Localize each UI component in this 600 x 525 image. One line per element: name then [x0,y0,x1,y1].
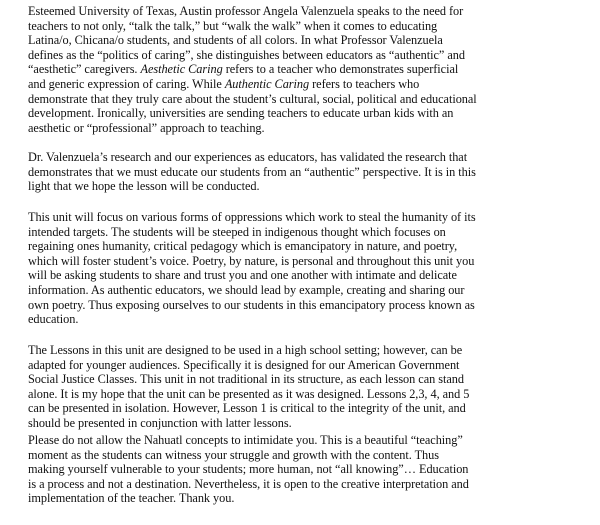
text-line [28,179,590,194]
text-segment: refers to teachers who [309,76,420,91]
text-segment: “aesthetic” caregivers. [28,62,141,77]
text-segment: light that we hope the lesson will be conducted. [28,179,260,194]
paragraph-authentic-perspective [28,150,590,194]
text-line [28,358,590,373]
text-line [28,19,590,34]
text-segment: education. [28,312,79,327]
italic-term: Aesthetic Caring [140,62,223,77]
text-segment: Dr. Valenzuela’s research and our experiences as educators, has validated the research that [28,150,468,164]
text-segment: development. Ironically, universities are sending teachers to educate urban kids with an [28,106,454,121]
text-line [28,401,590,416]
text-segment: aesthetic or “professional” approach to teaching. [28,120,265,135]
text-segment: alone. It is my hope that the unit can be presented as it was designed. Lessons 2,3, 4, and 5 [28,386,470,401]
text-line [28,48,590,63]
text-line [28,387,590,402]
text-segment: should be presented in conjunction with latter lessons. [28,415,292,430]
text-line [28,239,590,254]
paragraph-unit-focus [28,210,590,327]
text-segment: will be asking students to share and trust you and one another with intimate and delicate [28,268,457,283]
text-segment: This unit will focus on various forms of oppressions which work to steal the humanity of its [28,210,476,224]
text-segment: adapted for younger audiences. Specifically it is designed for our American Government [28,357,460,372]
text-segment: The Lessons in this unit are designed to be used in a high school setting; however, can be [28,343,463,357]
text-segment: Please do not allow the Nahuatl concepts to intimidate you. This is a beautiful “teaching” [28,433,463,447]
text-segment: which will foster student’s voice. Poetry, by nature, is personal and throughout this unit you [28,253,475,268]
text-segment: Latina/o, Chicana/o students, and students of all colors. In what Professor Valenzuela [28,33,443,48]
text-line [28,372,590,387]
text-segment: moment as the students can witness your struggle and growth with the content. Thus [28,447,439,462]
text-line [28,477,590,492]
text-segment: Social Justice Classes. This unit in not traditional in its structure, as each lesson can stand [28,372,464,387]
paragraph-valenzuela-caring [28,4,590,135]
text-segment: information. As authentic educators, we should lead by example, creating and sharing our [28,282,465,297]
text-line [28,92,590,107]
text-line [28,268,590,283]
text-line [28,312,590,327]
text-line [28,106,590,121]
text-line [28,225,590,240]
text-segment: making yourself vulnerable to your students; more human, not “all knowing”… Education [28,462,469,477]
text-segment: is a process and not a destination. Nevertheless, it is open to the creative interpretation and [28,476,469,491]
text-segment: defines as the “politics of caring”, she distinguishes between educators as “authentic” and [28,47,465,62]
paragraph-lessons-setting [28,343,590,431]
text-segment: implementation of the teacher. Thank you. [28,491,235,506]
text-line [28,77,590,92]
text-line [28,121,590,136]
text-segment: and generic expression of caring. While [28,76,225,91]
text-segment: teachers to not only, “talk the talk,” but “walk the walk” when it comes to educating [28,18,438,33]
text-line [28,254,590,269]
text-segment: refers to a teacher who demonstrates superficial [222,62,459,77]
text-segment: own poetry. Thus exposing ourselves to our students in this emancipatory process known as [28,297,475,312]
text-line [28,62,590,77]
text-line [28,491,590,506]
text-line [28,298,590,313]
text-line [28,462,590,477]
text-line [28,433,590,448]
text-line [28,210,590,225]
italic-term: Authentic Caring [224,76,310,91]
text-line [28,283,590,298]
text-segment: can be presented in isolation. However, Lesson 1 is critical to the integrity of the unit, and [28,401,466,416]
text-segment: demonstrate that they truly care about the student’s cultural, social, political and educational [28,91,477,106]
text-line [28,416,590,431]
text-line [28,33,590,48]
text-line [28,343,590,358]
text-segment: Esteemed University of Texas, Austin professor Angela Valenzuela speaks to the need for [28,4,464,18]
text-line [28,165,590,180]
text-segment: intended targets. The students will be steeped in indigenous thought which focuses on [28,224,446,239]
text-segment: regaining ones humanity, critical pedagogy which is emancipatory in nature, and poetry, [28,239,458,254]
paragraph-nahuatl-concepts [28,433,590,506]
text-line [28,4,590,19]
text-line [28,448,590,463]
text-line [28,150,590,165]
text-segment: demonstrates that we must educate our students from an “authentic” perspective. It is in this [28,164,476,179]
